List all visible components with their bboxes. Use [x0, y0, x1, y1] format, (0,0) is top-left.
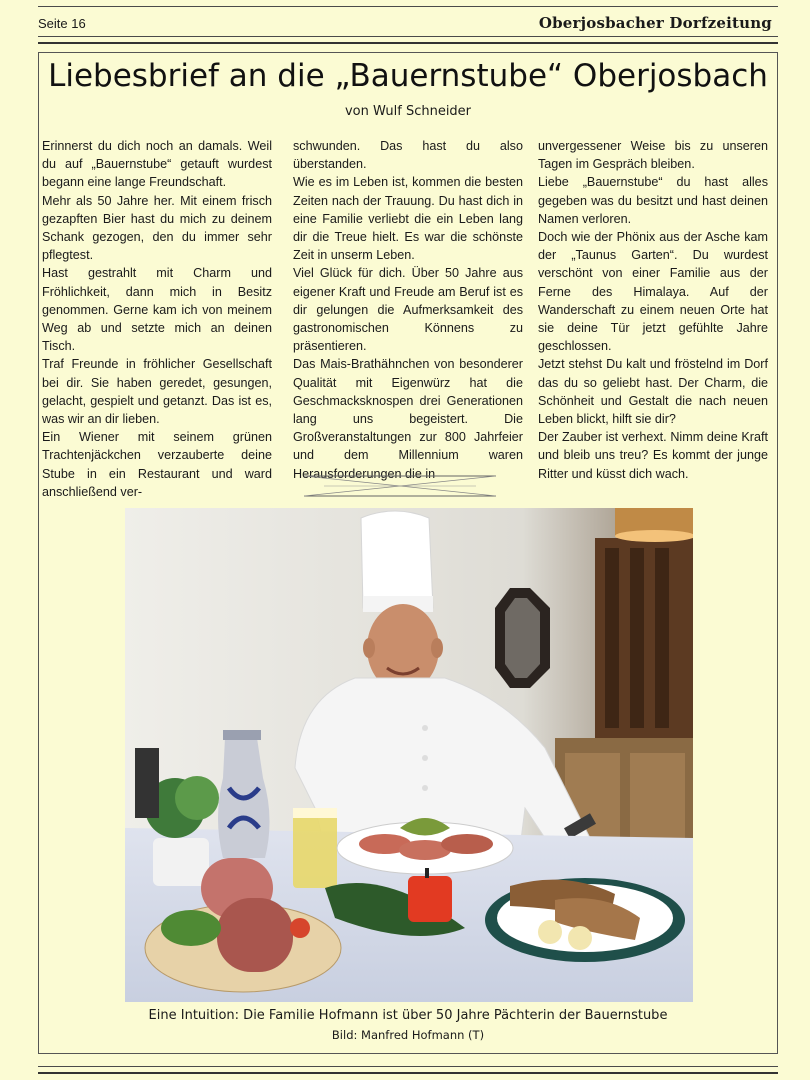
- paragraph: schwunden. Das hast du also überstanden.: [293, 139, 523, 172]
- photo-credit: Bild: Manfred Hofmann (T): [331, 1028, 485, 1042]
- paragraph: Jetzt stehst Du kalt und fröstelnd im Dorf das du so geliebt hast. Der Charm, die Schönheit und Gestalt die nach neuen Leben blickt, hilft sie dir?: [538, 357, 768, 427]
- paragraph: Erinnerst du dich noch an damals. Weil du auf „Bauernstube“ getauft wurdest begann eine lange Freundschaft.: [42, 139, 272, 190]
- text-column-2: [293, 137, 523, 483]
- article-byline: von Wulf Schneider: [344, 104, 472, 119]
- paragraph: Hast gestrahlt mit Charm und Fröhlichkeit, dann mich in Besitz genommen. Gerne kam ich von meinem Weg ab und setzte mich an deinen Tisch.: [42, 266, 272, 354]
- chef-photo: [125, 508, 693, 1002]
- paragraph: Traf Freunde in fröhlicher Gesellschaft bei dir. Sie haben geredet, gesungen, gelacht, gespielt und getanzt. Das ist es, was wir an dir lieben.: [42, 357, 272, 427]
- page-header: [38, 12, 772, 34]
- top-rule: [38, 6, 778, 7]
- paragraph: unvergessener Weise bis zu unseren Tagen im Gespräch bleiben.: [538, 139, 768, 172]
- paragraph: Liebe „Bauernstube“ du hast alles gegeben was du besitzt und hast deinen Namen verloren.: [538, 175, 768, 226]
- header-rule: [38, 36, 778, 37]
- paragraph: Wie es im Leben ist, kommen die besten Zeiten nach der Trauung. Du hast dich in eine Familie verliebt die ein Leben lang dir die Treue hielt. Es war die schönste Zeit in unserm Leben.: [293, 175, 523, 263]
- paragraph: Doch wie der Phönix aus der Asche kam der „Taunus Garten“. Du wurdest verschönt von einer Familie aus der Ferne des Himalaya. Auf der Wanderschaft zu einem neuen Orte hat sie deine Tür jetzt gefühlte Jahre geschlossen.: [538, 230, 768, 354]
- header-rule-thick: [38, 42, 778, 44]
- paragraph: Der Zauber ist verhext. Nimm deine Kraft und bleib uns treu? Es kommt der junge Ritter und küsst dich wach.: [538, 430, 768, 481]
- page-number: Seite 16: [38, 15, 86, 31]
- ornament-divider: [304, 473, 496, 499]
- masthead: Oberjosbacher Dorfzeitung: [538, 14, 772, 32]
- footer-rule: [38, 1066, 778, 1067]
- paragraph: Ein Wiener mit seinem grünen Trachtenjäckchen verzauberte deine Stube in ein Restaurant und ward anschließend ver-: [42, 430, 272, 499]
- paragraph: Mehr als 50 Jahre her. Mit einem frisch gezapften Bier hast du mich zu deinem Schank gezogen, den du immer sehr pflegtest.: [42, 193, 272, 263]
- text-column-1: [42, 137, 272, 501]
- photo-caption: Eine Intuition: Die Familie Hofmann ist über 50 Jahre Pächterin der Bauernstube: [148, 1008, 668, 1023]
- paragraph: Viel Glück für dich. Über 50 Jahre aus eigener Kraft und Freude am Beruf ist es dir gelungen die Aufmerksamkeit des gastronomischen Könnens zu präsentieren.: [293, 266, 523, 354]
- paragraph: Das Mais-Brathähnchen von besonderer Qualität mit Eigenwürz hat die Geschmacksknospen drei Generationen lang uns begeistert. Die Großveranstaltungen zur 800 Jahrfeier und dem Millennium waren Herausforderungen die in: [293, 357, 523, 481]
- article-title: Liebesbrief an die „Bauernstube“ Oberjosbach: [48, 58, 768, 94]
- text-column-3: [538, 137, 768, 483]
- footer-rule-thick: [38, 1072, 778, 1074]
